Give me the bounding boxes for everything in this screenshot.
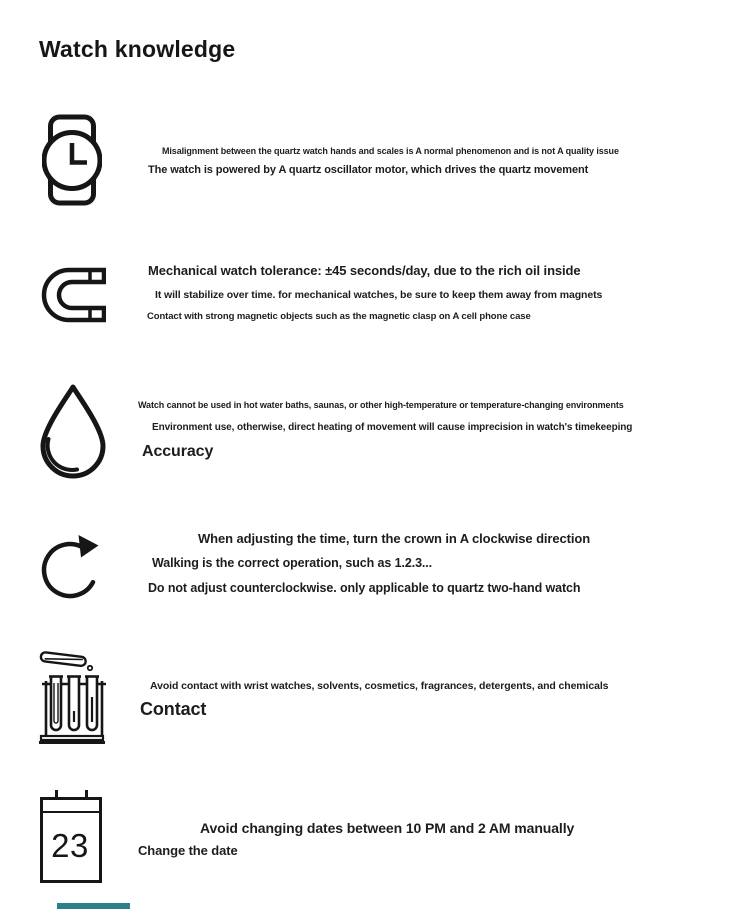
quartz-note-line: Misalignment between the quartz watch hands and scales is A normal phenomenon and is not A quality issue [162,146,619,156]
tolerance-sub-line: It will stabilize over time. for mechanical watches, be sure to keep them away from magnets [155,289,603,301]
quartz-main-line: The watch is powered by A quartz oscillator motor, which drives the quartz movement [148,164,589,176]
tolerance-main-line: Mechanical watch tolerance: ±45 seconds/day, due to the rich oil inside [148,263,581,278]
chemicals-note-line: Avoid contact with wrist watches, solvents, cosmetics, fragrances, detergents, and chemicals [150,680,609,692]
contact-heading: Contact [140,699,207,719]
date-main-line: Avoid changing dates between 10 PM and 2 AM manually [200,820,575,836]
test-tubes-icon [39,649,109,744]
temperature-sub-line: Environment use, otherwise, direct heating of movement will cause imprecision in watch's timekeeping [152,422,633,433]
date-sub-line: Change the date [138,843,238,858]
accent-bar [57,903,130,909]
calendar-day: 23 [51,827,89,864]
temperature-note-line: Watch cannot be used in hot water baths, saunas, or other high-temperature or temperature-changing environments [138,400,624,410]
clockwise-arrow-icon [41,528,103,606]
calendar-header [43,800,99,813]
calendar-body [40,797,102,883]
crown-main-line: When adjusting the time, turn the crown in A clockwise direction [198,531,591,546]
crown-note-line: Do not adjust counterclockwise. only applicable to quartz two-hand watch [148,581,581,595]
watch-icon [42,114,102,206]
crown-sub-line: Walking is the correct operation, such as 1.2.3... [152,556,433,570]
magnet-icon [40,267,106,325]
accuracy-heading: Accuracy [142,443,214,460]
page-title: Watch knowledge [39,36,236,62]
tolerance-note-line: Contact with strong magnetic objects such as the magnetic clasp on A cell phone case [147,311,531,322]
water-drop-icon [38,383,108,480]
calendar-icon [40,790,102,885]
